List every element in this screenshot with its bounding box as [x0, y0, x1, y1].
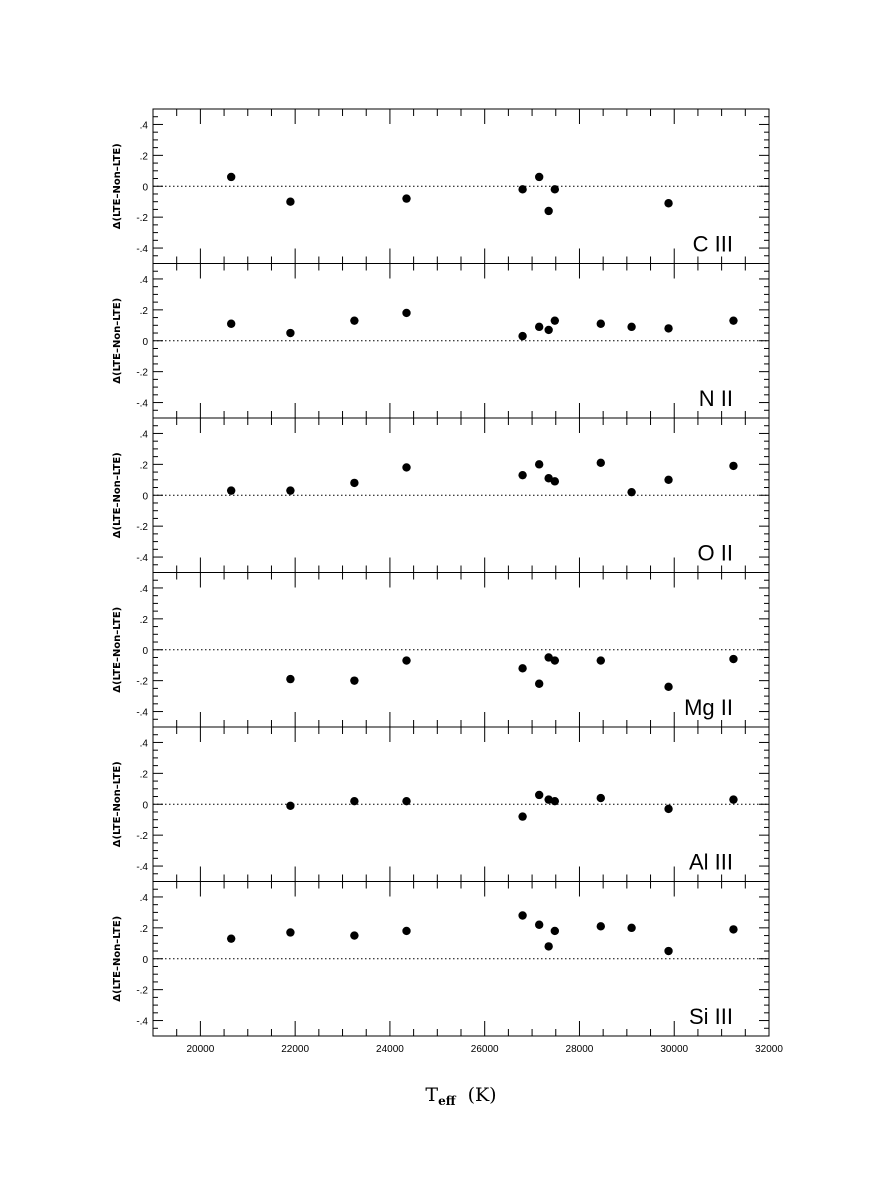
y-tick-label: .2 [139, 305, 148, 317]
data-point [664, 324, 672, 332]
data-point [664, 805, 672, 813]
data-point [286, 329, 294, 337]
data-point [402, 463, 410, 471]
y-axis-label: Δ(LTE–Non–LTE) [112, 606, 123, 693]
y-tick-label: -.2 [136, 522, 148, 534]
data-point [597, 922, 605, 930]
panel-o-ii [112, 418, 769, 573]
data-point [286, 198, 294, 206]
data-point [729, 925, 737, 933]
data-point [664, 199, 672, 207]
ion-label: Al III [688, 849, 733, 875]
x-tick-label: 26000 [470, 1044, 499, 1055]
data-point [402, 656, 410, 664]
data-point [535, 921, 543, 929]
x-axis-label [425, 1084, 496, 1108]
panel-al-iii [112, 727, 769, 882]
y-tick-label: .2 [139, 614, 148, 626]
y-tick-label: -.4 [136, 1016, 148, 1028]
ion-label: Si III [688, 1004, 733, 1029]
data-point [664, 947, 672, 955]
data-point [729, 316, 737, 324]
ion-label: N II [698, 386, 733, 411]
y-tick-label: .2 [139, 923, 148, 935]
data-point [627, 488, 635, 496]
y-axis-label: Δ(LTE–Non–LTE) [112, 452, 123, 539]
data-point [227, 934, 235, 942]
data-point [227, 320, 235, 328]
data-point [597, 656, 605, 664]
data-point [544, 326, 552, 334]
panel-si-iii [112, 882, 769, 1037]
data-point [286, 486, 294, 494]
data-point [597, 794, 605, 802]
y-tick-label: .4 [139, 120, 148, 132]
x-axis-label-subscript: eff [438, 1094, 456, 1108]
data-point [551, 316, 559, 324]
data-point [402, 797, 410, 805]
y-tick-label: 0 [142, 182, 148, 194]
x-axis-label-unit: (K) [467, 1084, 497, 1106]
y-axis-label: Δ(LTE–Non–LTE) [112, 297, 123, 384]
data-point [544, 942, 552, 950]
data-point [227, 486, 235, 494]
y-tick-label: -.2 [136, 676, 148, 688]
data-point [729, 655, 737, 663]
x-tick-label: 28000 [565, 1044, 594, 1055]
y-tick-label: .4 [139, 583, 148, 595]
y-tick-label: 0 [142, 336, 148, 348]
data-point [402, 194, 410, 202]
data-point [597, 459, 605, 467]
data-point [350, 931, 358, 939]
x-tick-label: 22000 [281, 1044, 310, 1055]
data-point [597, 320, 605, 328]
panel-c-iii [112, 109, 769, 264]
y-tick-label: .2 [139, 769, 148, 781]
y-tick-label: .2 [139, 460, 148, 472]
y-tick-label: 0 [142, 645, 148, 657]
data-point [518, 332, 526, 340]
y-tick-label: -.4 [136, 707, 148, 719]
data-point [535, 173, 543, 181]
data-point [544, 207, 552, 215]
x-tick-label: 32000 [755, 1044, 783, 1055]
data-point [350, 797, 358, 805]
data-point [551, 927, 559, 935]
data-point [535, 323, 543, 331]
y-tick-label: 0 [142, 491, 148, 503]
data-point [518, 664, 526, 672]
data-point [551, 185, 559, 193]
data-point [518, 911, 526, 919]
y-tick-label: -.4 [136, 862, 148, 874]
y-axis-label: Δ(LTE–Non–LTE) [112, 143, 123, 230]
y-tick-label: -.4 [136, 553, 148, 565]
data-point [286, 928, 294, 936]
y-tick-label: .4 [139, 738, 148, 750]
y-tick-label: .2 [139, 151, 148, 163]
data-point [350, 479, 358, 487]
y-tick-label: -.2 [136, 985, 148, 997]
x-tick-label: 30000 [660, 1044, 689, 1055]
panel-n-ii [112, 264, 769, 419]
data-point [535, 680, 543, 688]
ion-label: C III [692, 231, 733, 257]
data-point [518, 812, 526, 820]
ion-label: O II [697, 540, 733, 566]
data-point [551, 797, 559, 805]
data-point [729, 795, 737, 803]
panel-mg-ii [112, 573, 769, 728]
data-point [627, 323, 635, 331]
y-axis-label: Δ(LTE–Non–LTE) [112, 761, 123, 848]
ion-label: Mg II [684, 695, 733, 720]
y-tick-label: -.2 [136, 367, 148, 379]
y-tick-label: -.2 [136, 213, 148, 225]
x-tick-label: 20000 [186, 1044, 215, 1055]
y-tick-label: 0 [142, 954, 148, 966]
data-point [551, 477, 559, 485]
data-point [627, 924, 635, 932]
data-point [518, 185, 526, 193]
data-point [729, 462, 737, 470]
data-point [286, 802, 294, 810]
data-point [664, 476, 672, 484]
x-axis-label-main: T [425, 1084, 439, 1106]
data-point [402, 927, 410, 935]
data-point [535, 791, 543, 799]
data-point [664, 683, 672, 691]
data-point [350, 676, 358, 684]
data-point [350, 316, 358, 324]
y-tick-label: .4 [139, 892, 148, 904]
y-tick-label: 0 [142, 800, 148, 812]
data-point [227, 173, 235, 181]
x-tick-label: 24000 [376, 1044, 404, 1055]
y-tick-label: -.2 [136, 831, 148, 843]
data-point [402, 309, 410, 317]
y-tick-label: .4 [139, 429, 148, 441]
data-point [535, 460, 543, 468]
data-point [518, 471, 526, 479]
y-tick-label: -.4 [136, 244, 148, 256]
data-point [551, 656, 559, 664]
y-tick-label: -.4 [136, 398, 148, 410]
y-tick-label: .4 [139, 274, 148, 286]
y-axis-label: Δ(LTE–Non–LTE) [112, 915, 123, 1002]
data-point [286, 675, 294, 683]
